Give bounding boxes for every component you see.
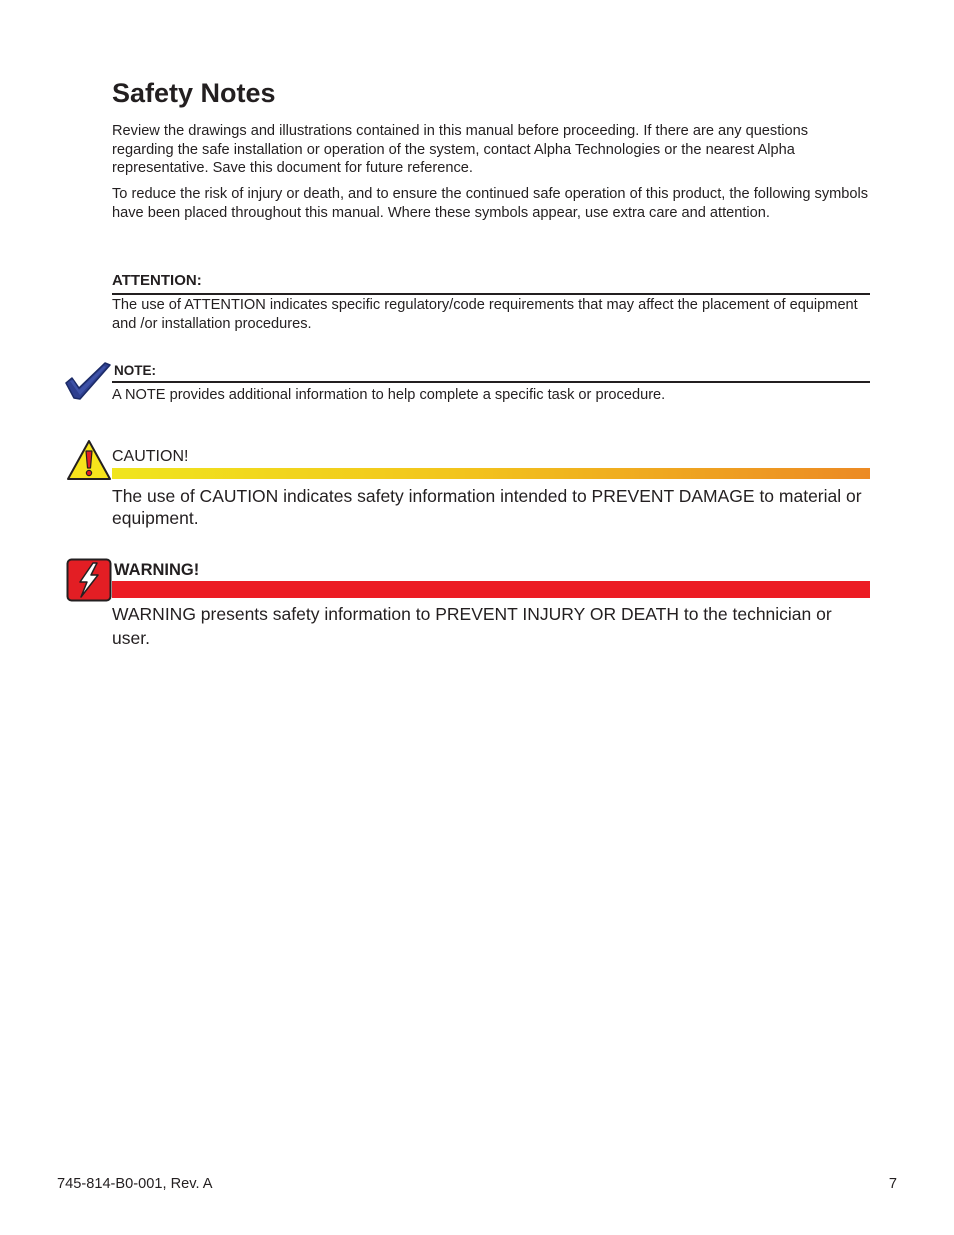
footer-document-number: 745-814-B0-001, Rev. A [57, 1176, 213, 1192]
intro-paragraph: Review the drawings and illustrations contained in this manual before proceeding. If there are any questions regarding the safe installation or operation of the system, contact Alpha Technologies or the nearest Alpha representative. Save this document for future reference. [112, 123, 809, 177]
caution-heading: CAUTION! [112, 448, 189, 465]
intro-paragraph: To reduce the risk of injury or death, and to ensure the continued safe operation of this product, the following symbols have been placed throughout this manual. Where these symbols appear, use extra care and attention. [112, 186, 869, 221]
lightning-bolt-icon [66, 558, 112, 602]
note-divider [112, 381, 870, 383]
note-heading: NOTE: [114, 363, 156, 378]
footer-page-number: 7 [888, 1176, 897, 1192]
warning-bar [112, 581, 870, 598]
attention-heading: ATTENTION: [112, 272, 202, 289]
attention-body: The use of ATTENTION indicates specific regulatory/code requirements that may affect the placement of equipment and /or installation procedures. [112, 297, 858, 332]
page-title: Safety Notes [112, 78, 276, 108]
caution-bar [112, 468, 870, 479]
attention-divider [112, 293, 870, 295]
warning-heading: WARNING! [114, 561, 200, 579]
exclamation-triangle-icon [66, 439, 112, 481]
warning-body: WARNING presents safety information to PREVENT INJURY OR DEATH to the technician or user. [112, 604, 832, 648]
checkmark-icon [64, 362, 112, 402]
caution-body: The use of CAUTION indicates safety information intended to PREVENT DAMAGE to material or equipment. [112, 486, 862, 528]
note-body: A NOTE provides additional information to help complete a specific task or procedure. [112, 387, 666, 403]
